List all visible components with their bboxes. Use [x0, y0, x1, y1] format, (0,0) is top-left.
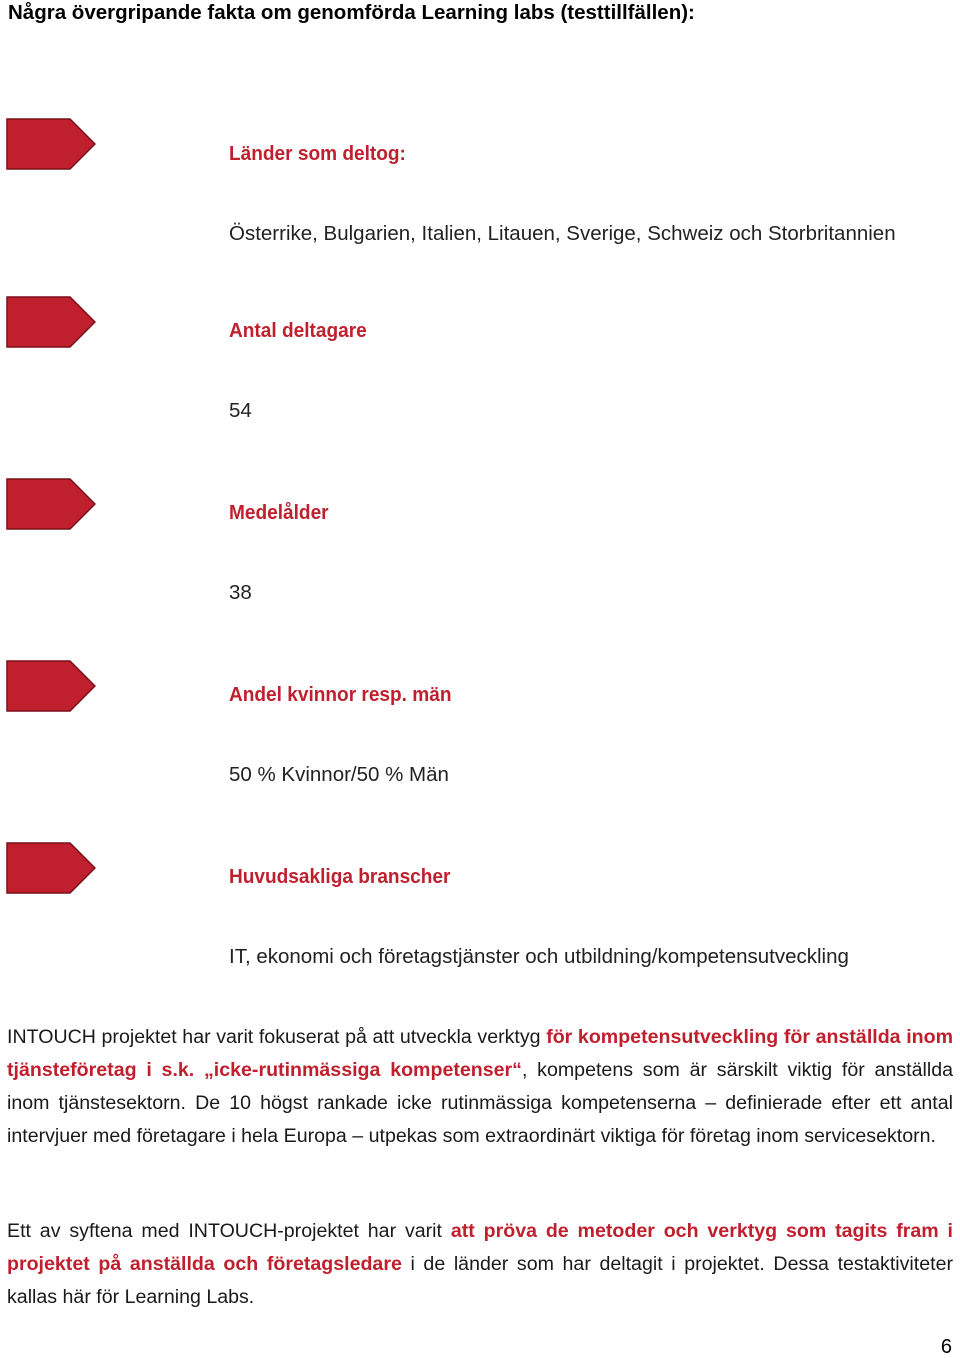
arrow-right-icon: [6, 296, 96, 348]
item-value-participants: 54: [229, 399, 252, 422]
arrow-right-icon: [6, 842, 96, 894]
arrow-right-icon: [6, 478, 96, 530]
page-title: Några övergripande fakta om genomförda Learning labs (testtillfällen):: [8, 1, 695, 24]
item-value-gender-share: 50 % Kvinnor/50 % Män: [229, 763, 449, 786]
arrow-right-icon: [6, 660, 96, 712]
paragraph-text: Ett av syftena med INTOUCH-projektet har varit: [7, 1220, 451, 1242]
item-value-average-age: 38: [229, 581, 252, 604]
paragraph-highlight: att pröva de metoder och verktyg som tagits fram i projektet på anställda och företagsledare: [7, 1220, 953, 1275]
paragraph-highlight: för kompetensutveckling för anställda inom tjänsteföretag i s.k. „icke-rutinmässiga kompetenser“: [7, 1026, 953, 1081]
paragraph-text: INTOUCH projektet har varit fokuserat på att utveckla verktyg: [7, 1026, 547, 1048]
item-heading-gender-share: Andel kvinnor resp. män: [229, 683, 452, 706]
item-heading-average-age: Medelålder: [229, 501, 329, 524]
item-heading-industries: Huvudsakliga branscher: [229, 865, 451, 888]
arrow-right-icon: [6, 118, 96, 170]
paragraph-text: , kompetens som är särskilt viktig för anställda inom tjänstesektorn. De 10 högst rankade icke rutinmässiga kompetenserna – definierade efter ett antal intervjuer med företagare i hela Europa – utpekas som extraordinärt viktiga för företag inom servicesektorn.: [7, 1059, 953, 1147]
item-heading-countries: Länder som deltog:: [229, 142, 406, 165]
item-value-industries: IT, ekonomi och företagstjänster och utbildning/kompetensutveckling: [229, 945, 849, 968]
paragraph-intouch-focus: [7, 1021, 953, 1153]
item-value-countries: Österrike, Bulgarien, Italien, Litauen, Sverige, Schweiz och Storbritannien: [229, 222, 896, 245]
paragraph-intouch-aim: [7, 1215, 953, 1314]
item-heading-participants: Antal deltagare: [229, 319, 367, 342]
paragraph-text: i de länder som har deltagit i projektet. Dessa testaktiviteter kallas här för Learning Labs.: [7, 1253, 953, 1308]
page-number: 6: [940, 1336, 952, 1358]
